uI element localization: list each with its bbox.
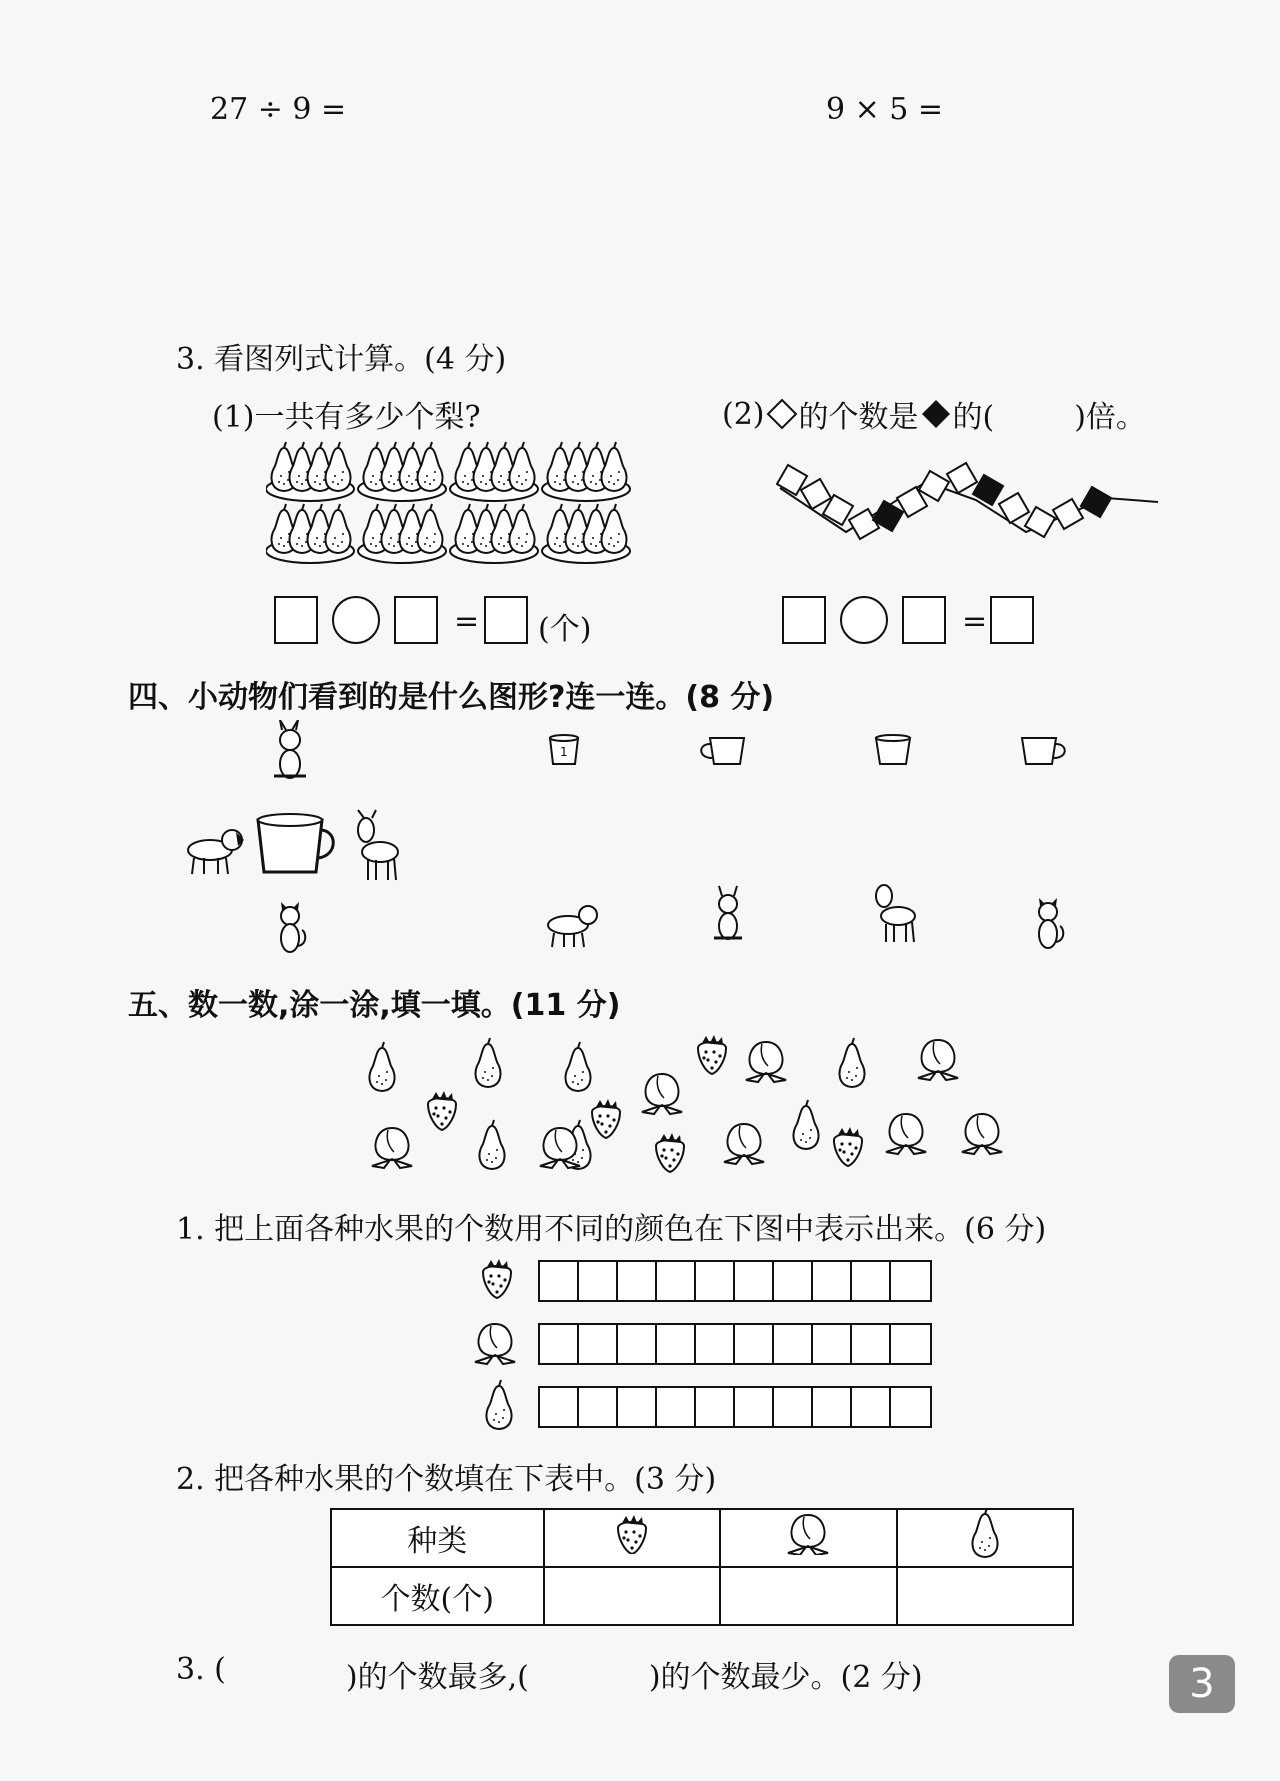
pear-icon bbox=[476, 1378, 522, 1434]
grid-cell[interactable] bbox=[657, 1325, 696, 1363]
pear-icon bbox=[794, 1100, 819, 1149]
pear-icon bbox=[370, 1042, 395, 1091]
peach-icon bbox=[886, 1114, 926, 1154]
grid-cell[interactable] bbox=[540, 1388, 579, 1426]
s5-q3-c: )的个数最少。(2 分) bbox=[648, 1660, 923, 1695]
table-pear-cell bbox=[897, 1509, 1074, 1567]
q3-sub2-suffix: )倍。 bbox=[1074, 400, 1146, 435]
grid-cell[interactable] bbox=[579, 1325, 618, 1363]
s5-q2: 2. 把各种水果的个数填在下表中。(3 分) bbox=[176, 1462, 717, 1497]
s5-q3-a: 3. ( bbox=[176, 1652, 226, 1687]
grid-cell[interactable] bbox=[735, 1262, 774, 1300]
operator-circle[interactable] bbox=[840, 596, 888, 644]
strawberry-icon bbox=[834, 1127, 862, 1166]
answer-box[interactable] bbox=[484, 596, 528, 644]
pear-plate bbox=[542, 442, 630, 501]
grid-cell[interactable] bbox=[813, 1262, 852, 1300]
grid-cell[interactable] bbox=[735, 1325, 774, 1363]
peach-icon bbox=[724, 1124, 764, 1164]
grid-cell[interactable] bbox=[813, 1325, 852, 1363]
cup-view-front-with-label bbox=[550, 735, 578, 764]
black-diamond-icon bbox=[1081, 487, 1111, 517]
strawberry-icon bbox=[428, 1091, 456, 1130]
equation-left: 27 ÷ 9 = bbox=[210, 92, 347, 127]
goat-icon bbox=[876, 885, 915, 942]
answer-box[interactable] bbox=[782, 596, 826, 644]
table-peach-cell bbox=[720, 1509, 896, 1567]
pear-icon bbox=[840, 1038, 865, 1087]
grid-cell[interactable] bbox=[774, 1325, 813, 1363]
pear-plates-figure bbox=[266, 440, 646, 570]
dog-icon bbox=[548, 906, 597, 947]
grid-cell[interactable] bbox=[579, 1388, 618, 1426]
strawberry-grid[interactable] bbox=[538, 1260, 932, 1302]
goat-icon bbox=[358, 810, 398, 880]
grid-cell[interactable] bbox=[696, 1388, 735, 1426]
table-strawberry-cell bbox=[544, 1509, 720, 1567]
answer-blank[interactable] bbox=[226, 1652, 346, 1696]
dog-icon bbox=[188, 830, 244, 874]
grid-cell[interactable] bbox=[618, 1325, 657, 1363]
q3-sub2-mid: 的个数是 bbox=[798, 400, 919, 435]
table-header-count: 个数(个) bbox=[331, 1567, 544, 1625]
peach-icon bbox=[918, 1040, 958, 1080]
grid-cell[interactable] bbox=[774, 1262, 813, 1300]
answer-box[interactable] bbox=[394, 596, 438, 644]
grid-cell[interactable] bbox=[579, 1262, 618, 1300]
peach-icon bbox=[470, 1318, 520, 1368]
animals-view-figure bbox=[170, 720, 1090, 960]
peach-icon bbox=[962, 1114, 1002, 1154]
rabbit-icon bbox=[714, 886, 742, 939]
pear-plate bbox=[266, 504, 354, 563]
white-diamond-icon bbox=[1053, 499, 1083, 529]
white-diamond-icon bbox=[947, 463, 977, 493]
answer-blank[interactable] bbox=[529, 1652, 649, 1696]
page-number-badge: 3 bbox=[1169, 1655, 1235, 1713]
s5-q3-b: )的个数最多,( bbox=[345, 1660, 529, 1695]
grid-cell[interactable] bbox=[891, 1388, 930, 1426]
s5-q1: 1. 把上面各种水果的个数用不同的颜色在下图中表示出来。(6 分) bbox=[176, 1212, 1047, 1247]
strawberry-icon bbox=[614, 1514, 650, 1554]
grid-cell[interactable] bbox=[657, 1262, 696, 1300]
grid-cell[interactable] bbox=[891, 1325, 930, 1363]
fruit-scatter-figure bbox=[340, 1028, 1040, 1188]
answer-box[interactable] bbox=[274, 596, 318, 644]
table-input-cell[interactable] bbox=[720, 1567, 896, 1625]
equation-right: 9 × 5 = bbox=[826, 92, 944, 127]
answer-box[interactable] bbox=[990, 596, 1034, 644]
fruit-count-table bbox=[330, 1508, 1074, 1626]
peach-icon bbox=[642, 1074, 682, 1114]
white-diamond-icon bbox=[919, 471, 949, 501]
pear-plate bbox=[542, 504, 630, 563]
table-header-kind: 种类 bbox=[331, 1509, 544, 1567]
grid-cell[interactable] bbox=[774, 1388, 813, 1426]
grid-cell[interactable] bbox=[813, 1388, 852, 1426]
table-input-cell[interactable] bbox=[897, 1567, 1074, 1625]
pear-plate bbox=[358, 442, 446, 501]
pear-icon bbox=[480, 1120, 505, 1169]
unit-label: (个) bbox=[538, 612, 592, 647]
strawberry-icon bbox=[656, 1133, 684, 1172]
white-diamond-icon bbox=[765, 397, 799, 431]
peach-icon bbox=[786, 1513, 830, 1555]
grid-cell[interactable] bbox=[735, 1388, 774, 1426]
strawberry-icon bbox=[474, 1256, 520, 1302]
q3-sub2 bbox=[722, 392, 1146, 436]
peach-icon bbox=[746, 1042, 786, 1082]
grid-cell[interactable] bbox=[696, 1325, 735, 1363]
rabbit-icon bbox=[274, 720, 306, 778]
equals-sign: = bbox=[962, 604, 988, 639]
q3-sub2-end: 的( bbox=[952, 400, 995, 435]
cup-view-plain bbox=[876, 735, 910, 764]
operator-circle[interactable] bbox=[332, 596, 380, 644]
pear-plate bbox=[266, 442, 354, 501]
pear-plate bbox=[358, 504, 446, 563]
pear-grid[interactable] bbox=[538, 1386, 932, 1428]
answer-box[interactable] bbox=[902, 596, 946, 644]
strawberry-icon bbox=[592, 1099, 620, 1138]
equals-sign: = bbox=[454, 604, 480, 639]
grid-cell[interactable] bbox=[696, 1262, 735, 1300]
cat-icon bbox=[1039, 898, 1063, 948]
cup-view-handle-right bbox=[701, 738, 744, 764]
pear-icon bbox=[967, 1510, 1003, 1558]
grid-cell[interactable] bbox=[657, 1388, 696, 1426]
grid-cell[interactable] bbox=[891, 1262, 930, 1300]
section5-title: 五、数一数,涂一涂,填一填。(11 分) bbox=[128, 988, 621, 1023]
grid-cell[interactable] bbox=[618, 1262, 657, 1300]
diamond-chain-figure bbox=[776, 460, 1166, 560]
pear-icon bbox=[476, 1038, 501, 1087]
peach-icon bbox=[372, 1128, 412, 1168]
grid-cell[interactable] bbox=[852, 1262, 891, 1300]
grid-cell[interactable] bbox=[540, 1325, 579, 1363]
table-input-cell[interactable] bbox=[544, 1567, 720, 1625]
q3-sub1: (1)一共有多少个梨? bbox=[212, 400, 481, 435]
q3-title: 3. 看图列式计算。(4 分) bbox=[176, 342, 507, 377]
s5-q3 bbox=[176, 1652, 923, 1696]
q3-sub2-prefix: (2) bbox=[722, 396, 765, 432]
pear-plate bbox=[450, 442, 538, 501]
strawberry-icon bbox=[698, 1035, 726, 1074]
grid-cell[interactable] bbox=[618, 1388, 657, 1426]
pear-plate bbox=[450, 504, 538, 563]
black-diamond-icon bbox=[919, 397, 953, 431]
pear-icon bbox=[566, 1042, 591, 1091]
peach-grid[interactable] bbox=[538, 1323, 932, 1365]
cup-icon bbox=[258, 814, 333, 872]
grid-cell[interactable] bbox=[852, 1325, 891, 1363]
cat-icon bbox=[281, 902, 305, 952]
cup-view-handle-left bbox=[1022, 738, 1065, 764]
section4-title: 四、小动物们看到的是什么图形?连一连。(8 分) bbox=[128, 680, 775, 715]
svg-text:1: 1 bbox=[560, 745, 568, 759]
grid-cell[interactable] bbox=[852, 1388, 891, 1426]
grid-cell[interactable] bbox=[540, 1262, 579, 1300]
